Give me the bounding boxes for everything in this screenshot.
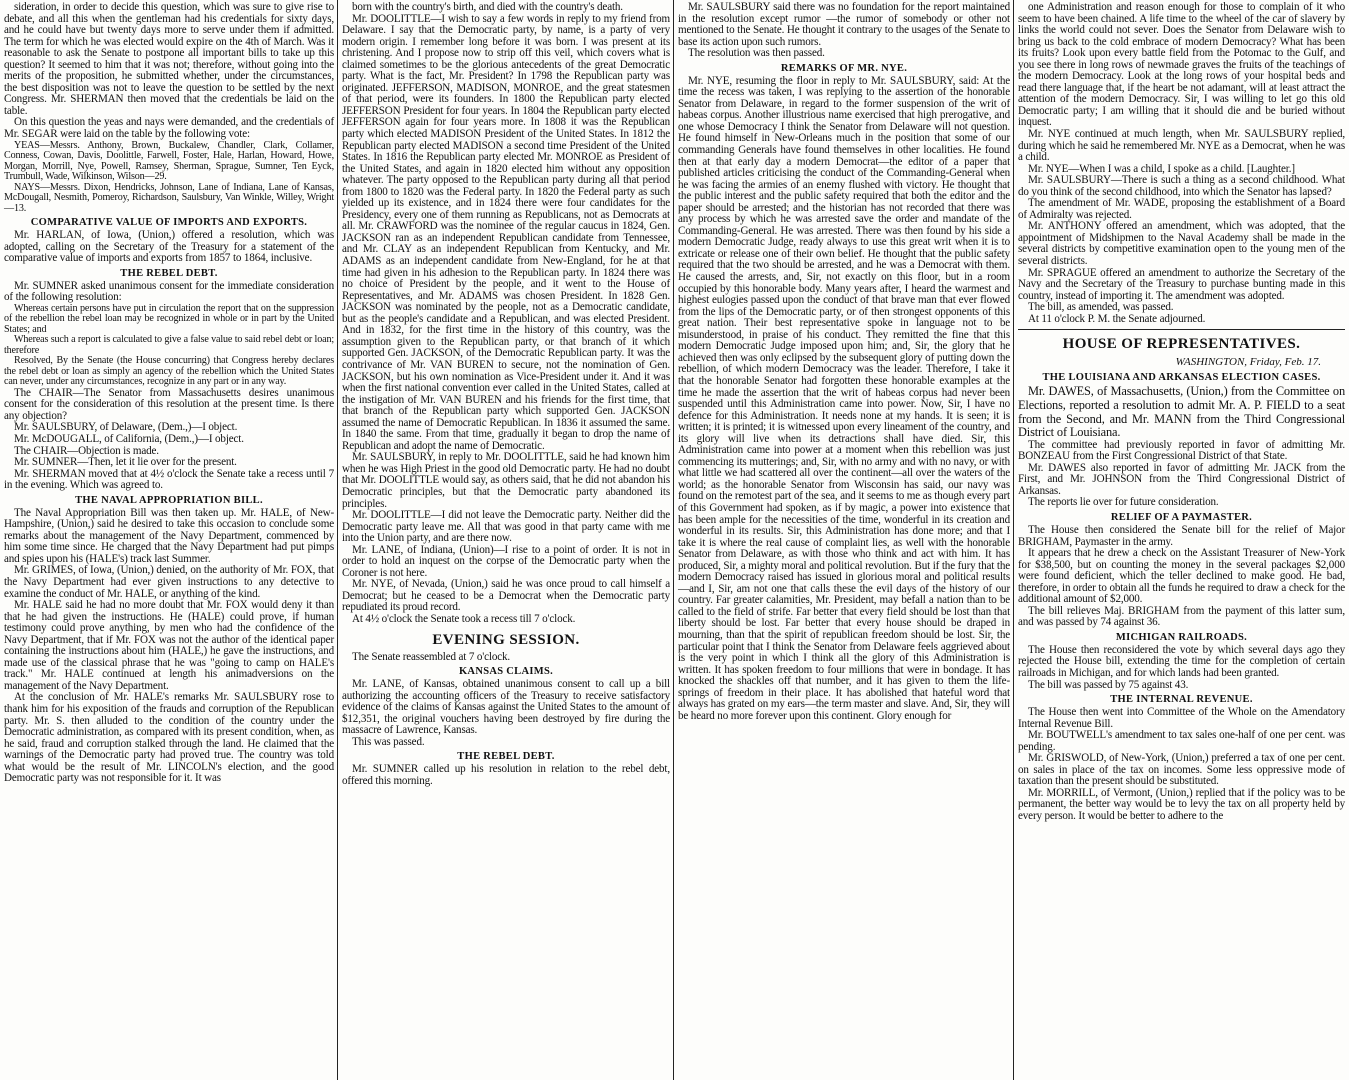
article-paragraph: Mr. NYE, of Nevada, (Union,) said he was once proud to call himself a Democrat; but he ceased to be a Democrat when the Democratic party repudiated its proud record.	[342, 578, 670, 614]
article-paragraph: Mr. HALE said he had no more doubt that Mr. FOX would deny it than that he had given the instructions. He (HALE) could prove, if human testimony could prove anything, by men who had the confidence of the Navy Department, that if Mr. FOX was not the author of the identical paper containing the instructions about him (HALE,) he gave the instructions, and made use of the classical phrase that he was "going to camp on HALE's track." Mr. HALE continued at length his animadversions on the management of the Navy Department.	[4, 599, 334, 692]
article-paragraph: The bill, as amended, was passed.	[1028, 301, 1174, 314]
article-paragraph: Mr. ANTHONY offered an amendment, which was adopted, that the appointment of Midshipmen to the Naval Academy shall be made in the several districts by competitive examination open to the young men of the several districts.	[1018, 220, 1345, 268]
column-4	[1014, 0, 1349, 1080]
section-heading: THE LOUISIANA AND ARKANSAS ELECTION CASES.	[1042, 372, 1321, 384]
article-paragraph: Mr. GRIMES, of Iowa, (Union,) denied, on the authority of Mr. FOX, that the Navy Department had ever given instructions to any detective to examine the conduct of Mr. HALE, or anything of the kind.	[4, 564, 334, 600]
section-heading: THE NAVAL APPROPRIATION BILL.	[75, 494, 263, 506]
article-paragraph: The reports lie over for future consideration.	[1028, 496, 1219, 509]
article-paragraph: Mr. NYE—When I was a child, I spoke as a child. [Laughter.]	[1028, 162, 1295, 175]
article-paragraph: born with the country's birth, and died with the country's death.	[352, 1, 623, 13]
section-heading: RELIEF OF A PAYMASTER.	[1110, 511, 1253, 523]
article-paragraph: The Naval Appropriation Bill was then taken up. Mr. HALE, of New-Hampshire, (Union,) said he desired to take this occasion to conclude some remarks about the management of the Navy Department, commenced by him some time since. He charged that the Navy Department had put pimps and spies upon his (HALE's) track last Summer.	[4, 506, 334, 565]
article-paragraph: Mr. NYE continued at much length, when Mr. SAULSBURY replied, during which he said he remembered Mr. NYE as a Democrat, when he was a child.	[1018, 128, 1345, 164]
article-paragraph: Mr. SUMNER asked unanimous consent for the immediate consideration of the following resolution:	[4, 279, 334, 304]
article-paragraph: Mr. SAULSBURY—There is such a thing as a second childhood. What do you think of the second childhood, into which the Senator has lapsed?	[1018, 174, 1345, 198]
article-paragraph: Mr. DAWES, of Massachusetts, (Union,) from the Committee on Elections, reported a resolution to admit Mr. A. P. FIELD to a seat from the Second, and Mr. MANN from the Third Congressional District of Louisiana.	[1018, 384, 1345, 440]
article-paragraph: Mr. SUMNER called up his resolution in relation to the rebel debt, offered this morning.	[342, 763, 670, 787]
article-paragraph: The House then considered the Senate bill for the relief of Major BRIGHAM, Paymaster in the army.	[1018, 523, 1345, 548]
article-paragraph: The House then reconsidered the vote by which several days ago they rejected the House bill, extending the time for the completion of certain railroads in Michigan, and for which lands had been granted.	[1018, 643, 1345, 679]
article-paragraph: At the conclusion of Mr. HALE's remarks Mr. SAULSBURY rose to thank him for his exposition of the frauds and corruption of the Republican party. Mr. S. then alluded to the condition of the country under the Democratic administration, as compared with its present condition, when, as he said, fraud and corruption stalked through the land. He claimed that the warnings of the Democratic party had proved true. The country was told what would be the result of Mr. LINCOLN's election, and the good Democratic party was not responsible for it. It was	[4, 691, 334, 785]
article-paragraph: Mr. SUMNER—Then, let it lie over for the present.	[14, 456, 237, 469]
article-paragraph: At 11 o'clock P. M. the Senate adjourned.	[1028, 312, 1206, 325]
section-heading: KANSAS CLAIMS.	[458, 666, 554, 678]
article-paragraph: It appears that he drew a check on the Assistant Treasurer of New-York for $38,500, but on counting the money in the several packages $2,000 were found deficient, which the teller declined to make good. He bad, therefore, in order to obtain all the funds he required to draw a check for the additional amount of $2,000.	[1018, 547, 1345, 606]
article-paragraph: YEAS—Messrs. Anthony, Brown, Buckalew, Chandler, Clark, Collamer, Conness, Cowan, Davis, Doolittle, Farwell, Foster, Hale, Harlan, Howard, Howe, Morgan, Morrill, Nye, Powell, Ramsey, Sherman, Sprague, Sumner, Ten Eyck, Trumbull, Wade, Wilkinson, Wilson—29.	[4, 139, 334, 183]
column-3	[674, 0, 1014, 1080]
article-paragraph: Mr. SAULSBURY, of Delaware, (Dem.,)—I object.	[14, 421, 238, 434]
article-paragraph: The House then went into Committee of the Whole on the Amendatory Internal Revenue Bill.	[1018, 706, 1345, 730]
article-paragraph: At 4½ o'clock the Senate took a recess till 7 o'clock.	[352, 612, 576, 625]
article-paragraph: The bill was passed by 75 against 43.	[1028, 678, 1189, 691]
article-paragraph: Mr. HARLAN, of Iowa, (Union,) offered a resolution, which was adopted, calling on the Secretary of the Treasury for a statement of the comparative value of imports and exports from 1857 to 1864, inclusive.	[4, 229, 334, 265]
article-paragraph: Mr. SAULSBURY, in reply to Mr. DOOLITTLE, said he had known him when he was High Priest in the good old Democratic party. He had no doubt that Mr. DOOLITTLE would say, as others said, that he did not abandon his Democratic principles, but that the Democratic party abandoned its principles.	[342, 451, 670, 510]
article-paragraph: one Administration and reason enough for those to complain of it who seem to have been chained. A life time to the wheel of the car of slavery by links the world could not sever. Does the Senator from Delaware wish to bring us back to the cold embrace of modern Democracy? What has been its fruits? Look upon every battle field from the Potomac to the Gulf, and you see there in long rows of newmade graves the fruits of the teachings of the modern Democracy. Look at the long rows of your hospital beds and read there language that, if the heart be not adamant, will at least attract the attention of the modern Democracy. Sir, I was willing to let go this old Democratic party; I am willing that it should die and be buried without inquest.	[1018, 1, 1345, 129]
article-paragraph: On this question the yeas and nays were demanded, and the credentials of Mr. SEGAR were laid on the table by the following vote:	[4, 116, 334, 141]
dateline: WASHINGTON, Friday, Feb. 17.	[1175, 356, 1321, 369]
section-title: EVENING SESSION.	[432, 631, 580, 648]
column-2	[338, 0, 674, 1080]
article-paragraph: The CHAIR—The Senator from Massachusetts desires unanimous consent for the consideration of this resolution at the present time. Is there any objection?	[4, 386, 334, 422]
article-paragraph: Whereas such a report is calculated to give a false value to said rebel debt or loan; therefore	[4, 334, 334, 356]
article-paragraph: Mr. SPRAGUE offered an amendment to authorize the Secretary of the Navy and the Secretary of the Treasury to purchase bunting made in this country, instead of importing it. The amendment was adopted.	[1018, 266, 1345, 302]
article-paragraph: Mr. GRISWOLD, of New-York, (Union,) preferred a tax of one per cent. on sales in place of the tax on incomes. Some less oppressive mode of taxation than the present should be substituted.	[1018, 752, 1345, 788]
article-paragraph: Mr. LANE, of Kansas, obtained unanimous consent to call up a bill authorizing the accounting officers of the Treasury to receive satisfactory evidence of the claims of Kansas against the United States to the amount of $12,351, the original vouchers having been destroyed by fire during the massacre of Lawrence, Kansas.	[342, 678, 670, 737]
section-title: HOUSE OF REPRESENTATIVES.	[1062, 336, 1301, 353]
article-paragraph: Mr. DAWES also reported in favor of admitting Mr. JACK from the First, and Mr. JOHNSON from the Third Congressional District of Arkansas.	[1018, 461, 1345, 497]
article-paragraph: Mr. BOUTWELL's amendment to tax sales one-half of one per cent. was pending.	[1018, 729, 1345, 753]
article-paragraph: The resolution was then passed.	[688, 47, 825, 60]
article-paragraph: Mr. NYE, resuming the floor in reply to Mr. SAULSBURY, said: At the time the recess was taken, I was replying to the assertion of the honorable Senator from Delaware, in regard to the former suspension of the writ of habeas corpus. Another illustrious name exercised that high prerogative, and one whose Democracy I think the Senator from Delaware will not question. He found himself in New-Orleans much in the position that some of our commanding Generals have found themselves in other localities. He found then at that early day a modern Democrat—the editor of a paper that published articles criticising the conduct of the Commanding-General when he was facing the armies of an enemy flushed with victory. He thought that the public interest and the public safety required that both the editor and the paper should be arrested; and the historian has not recorded that there was any process by which he was arrested save the order and mandate of the Commanding-General. He was arrested. There was then found by his side a modern Democratic Judge, ready always to use this great writ when it is to extricate or release one of their own belief. He thought that the public safety required that the two should be arrested, and he was a Democrat with them. He caused the arrests, and, Sir, not exactly on this floor, but in a room occupied by this honorable body. Many years after, I heard the warmest and highest eulogies passed upon the conduct of that brave man that ever flowed from the lips of the Democratic party, or of then strongest opponents of this great nation. Their best representative spoke in language not to be misunderstood, in praise of his conduct. They remitted the fine that this modern Democratic Judge imposed upon him; and, Sir, the glory that he achieved then was only eclipsed by the subsequent glory of putting down the rebellion, of which modern Democracy was the leader. Therefore, I take it that the honorable Senator had forgotten these honorable examples at the time he made the assertion that the writ of habeas corpus had never been suspended until this Administration came into power. Now, Sir, I have no defence for this Administration. It needs none at my hands. It is seen; it is written; it is printed; it is witnessed upon every lineament of the country, and its glory will live when its detractions shall have died. Sir, this Administration came into power at a moment when this rebellion was just commencing its mutterings; and, Sir, with no army and with no navy, or with what little we had scattered all over the continent—all over the waters of the world; as the honorable Senator from Wisconsin has said, our navy was found on the remotest part of the sea, and it seems to me as though every part of this Government had spoken, as if by magic, a power into existence that has been ample for the necessities of the time, wonderful in its creation and wonderful in its results. Sir, this Administration has done more; and that I take it is where the real cause of complaint lies, as well with the honorable Senator from Delaware, as with those who think and act with him. It has produced, Sir, a mighty moral and political revolution. But if the fury that the modern Democracy raised has issued in glorious moral and political results—and I, Sir, am not one that calls these the evil days of the history of our country. Far greater calamities, Mr. President, may befall a nation than to be called to the field of strife. Far better that every field should be lost than that liberty should be lost. Far better that every house should be draped in mourning, than that the spirit of republican freedom should be lost. Sir, the particular point that I think the Senator from Delaware feels aggrieved about is the very point in which I think all the glory of this Administration is written. It has spoken freedom to four millions that were in bondage. It has knocked the shackles off that number, and it has given to them the life-springs of freedom in their place. It has abolished that hateful word that always has grated on my ears—the term master and slave. And, Sir, they will be heard no more forever upon this continent. Glory enough for	[678, 74, 1010, 722]
article-paragraph: sideration, in order to decide this question, which was sure to give rise to debate, and all this when the gentleman had his credentials for sixty days, and he could have but twenty days more to serve under them if admitted. The term for which he was elected would expire on the 4th of March. Was it reasonable to ask the Senate to postpone all important bills to take up this question? It seemed to him that it was not; therefore, without going into the merits of the proposition, he submitted whether, under the circumstances, the best disposition was not to leave the question to be settled by the next Congress. Mr. SHERMAN then moved that the credentials be laid on the table.	[4, 1, 334, 117]
article-paragraph: The amendment of Mr. WADE, proposing the establishment of a Board of Admiralty was rejected.	[1018, 197, 1345, 221]
article-paragraph: The Senate reassembled at 7 o'clock.	[352, 650, 511, 663]
section-heading: COMPARATIVE VALUE OF IMPORTS AND EXPORTS.	[30, 217, 308, 229]
article-paragraph: Mr. SHERMAN moved that at 4½ o'clock the Senate take a recess until 7 in the evening. Which was agreed to.	[4, 467, 334, 492]
article-paragraph: Resolved, By the Senate (the House concurring) that Congress hereby declares the rebel debt or loan as simply an agency of the rebellion which the United States can never, under any circumstances, recognize in any part or in any way.	[4, 355, 334, 388]
section-heading: MICHIGAN RAILROADS.	[1115, 631, 1248, 643]
article-paragraph: Mr. DOOLITTLE—I did not leave the Democratic party. Neither did the Democratic party leave me. All that was good in that party came with me into the Union party, and are there now.	[342, 509, 670, 545]
article-paragraph: Mr. MORRILL, of Vermont, (Union,) replied that if the policy was to be permanent, the better way would be to levy the tax on all property held by every person. It would be better to adhere to the	[1018, 786, 1345, 822]
article-paragraph: The bill relieves Maj. BRIGHAM from the payment of this latter sum, and was passed by 74 against 36.	[1018, 604, 1345, 629]
article-paragraph: The CHAIR—Objection is made.	[14, 444, 159, 457]
article-paragraph: Mr. McDOUGALL, of California, (Dem.,)—I object.	[14, 432, 244, 445]
article-paragraph: Mr. SAULSBURY said there was no foundation for the report maintained in the resolution except rumor —the rumor of somebody or other not mentioned to the Senate. He thought it contrary to the usages of the Senate to base its action upon such rumors.	[678, 1, 1010, 48]
section-heading: THE INTERNAL REVENUE.	[1110, 694, 1253, 706]
section-heading: THE REBEL DEBT.	[120, 267, 218, 279]
section-divider	[1018, 329, 1345, 330]
section-heading: THE REBEL DEBT.	[457, 751, 555, 763]
article-paragraph: Whereas certain persons have put in circulation the report that on the suppression of the rebellion the rebel loan may be recognized in whole or in part by the United States; and	[4, 302, 334, 335]
article-paragraph: Mr. DOOLITTLE—I wish to say a few words in reply to my friend from Delaware. I say that the Democratic party, by name, is a party of very modern origin. I remember long before it was born. I was present at its christening. And I propose now to strip off this veil, which covers what is claimed sometimes to be the glorious antecedents of the great Democratic party. What is the fact, Mr. President? In 1798 the Republican party was originated. JEFFERSON, MADISON, MONROE, and the great statesmen of that period, were its founders. In 1800 the Republican party elected JEFFERSON President for four years. In 1804 the Republican party elected JEFFERSON again for four years more. In 1808 it was the Republican party which elected MADISON President of the United States. In 1812 the Republican party elected MADISON a second time President of the United States. In 1816 the Republican party elected Mr. MONROE as President of the United States, and again in 1820 elected him without any opposition whatever. The party opposed to the Republican party during all that period from 1800 to 1820 was the Federal party. In 1820 the Federal party as such yielded up its existence, and in 1824 there were four candidates for the Presidency, every one of them running as Republicans, not as Democrats at all. Mr. CRAWFORD was the nominee of the regular caucus in 1824, Gen. JACKSON ran as an independent Republican candidate from Tennessee, and Mr. CLAY as an independent Republican from Kentucky, and Mr. ADAMS as an independent candidate from New-England, for he at that time had given in his adhesion to the Republican party. In 1824 there was no choice of President by the people, and it went to the House of Representatives, and Mr. ADAMS was chosen President. In 1828 Gen. JACKSON was nominated by the people, not as a Democratic candidate, but as the people's candidate and a Republican, and was elected President. And in 1832, for the first time in the history of this country, was the assumption given to the Republican party, or that branch of it which supported Gen. JACKSON, of the Democratic Republican party. It was the contrivance of Mr. VAN BUREN to secure, not the nomination of Gen. JACKSON, but his own nomination as Vice-President under it. And it was when the first national convention ever called in the United States, called at the instigation of Mr. VAN BUREN and his friends for the first time, that that branch of the Republican party which supported Gen. JACKSON assumed the name of Democratic Republican. In 1836 it assumed the same. In 1840 the same. From that time, gradually it began to drop the name of Republican and adopt the name of Democratic.	[342, 12, 670, 452]
article-paragraph: NAYS—Messrs. Dixon, Hendricks, Johnson, Lane of Indiana, Lane of Kansas, McDougall, Nesmith, Pomeroy, Richardson, Saulsbury, Van Winkle, Willey, Wright—13.	[4, 181, 334, 214]
article-paragraph: The committee had previously reported in favor of admitting Mr. BONZEAU from the First Congressional District of that State.	[1018, 438, 1345, 463]
column-1	[0, 0, 338, 1080]
article-paragraph: Mr. LANE, of Indiana, (Union)—I rise to a point of order. It is not in order to hold an inquest on the corpse of the Democratic party when the Coroner is not here.	[342, 543, 670, 579]
section-heading: REMARKS OF MR. NYE.	[780, 62, 908, 74]
article-paragraph: This was passed.	[352, 735, 425, 748]
